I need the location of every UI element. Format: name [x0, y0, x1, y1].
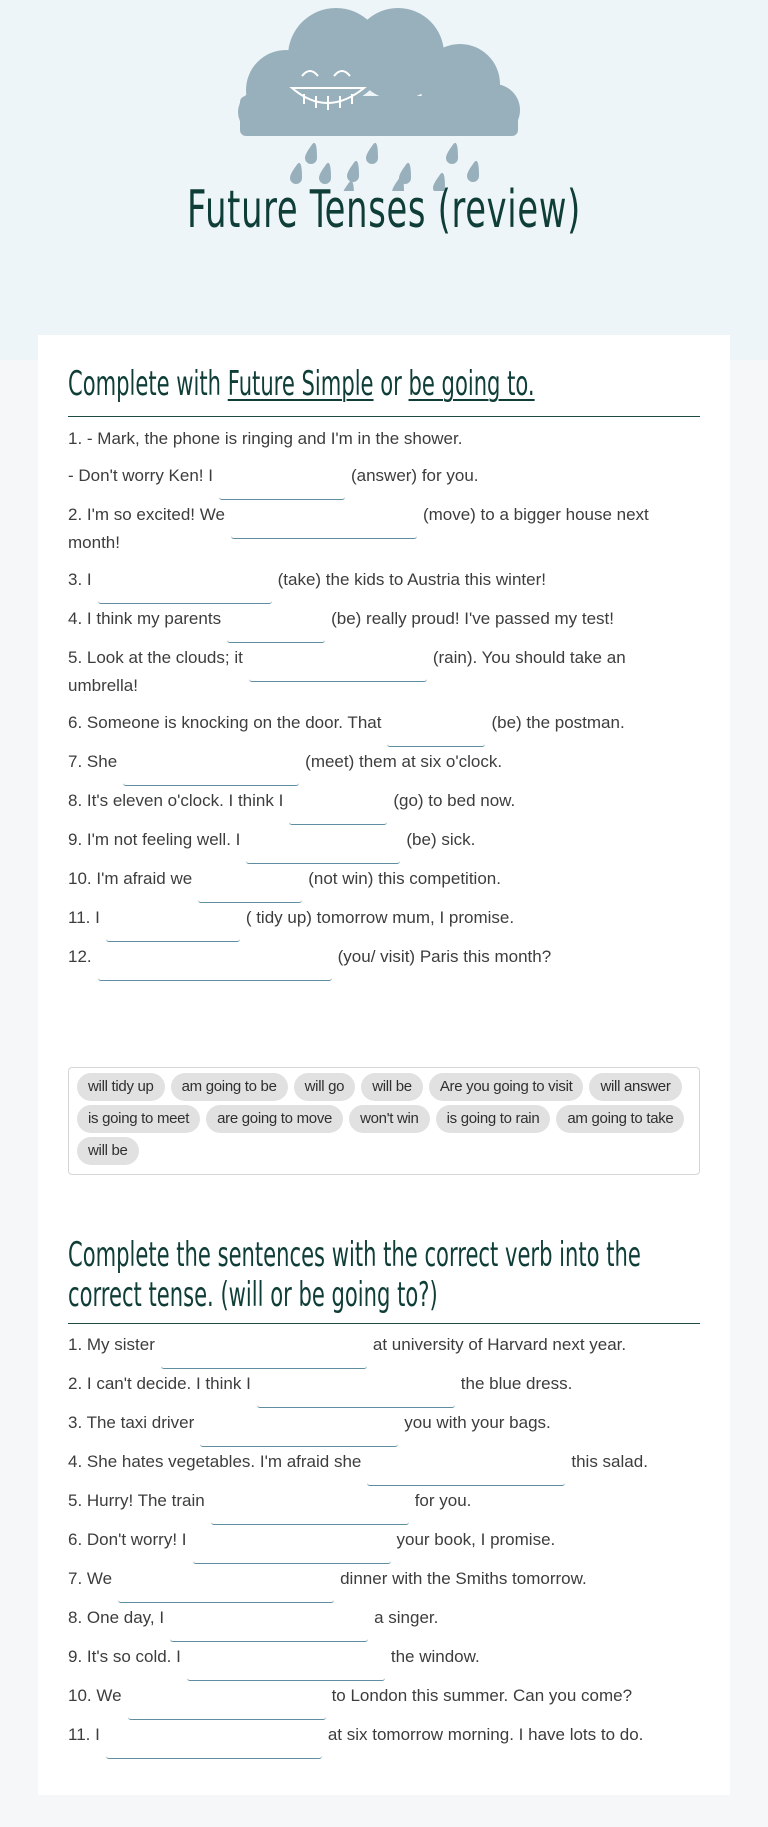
question-text: the window. [390, 1647, 480, 1666]
word-chip[interactable]: won't win [349, 1105, 430, 1133]
word-chip[interactable]: Are you going to visit [429, 1073, 584, 1101]
question-text: 6. Don't worry! I [68, 1530, 187, 1549]
answer-blank[interactable] [98, 576, 272, 604]
question-text: your book, I promise. [396, 1530, 556, 1549]
word-chip[interactable]: am going to be [171, 1073, 288, 1101]
s2-question-1 [68, 1331, 700, 1359]
question-text: 1. - Mark, the phone is ringing and I'm in the shower. [68, 429, 463, 448]
question-text: 10. We [68, 1686, 122, 1705]
question-text: (go) to bed now. [393, 791, 516, 810]
s1-question-11 [68, 904, 700, 932]
word-chip[interactable]: will answer [589, 1073, 681, 1101]
smiling-rain-cloud-icon [238, 6, 530, 191]
answer-blank[interactable] [219, 472, 345, 500]
question-text: 7. She [68, 752, 118, 771]
s1-question-1 [68, 425, 700, 453]
s1-question-3 [68, 566, 700, 594]
answer-blank[interactable] [128, 1692, 326, 1720]
hero [0, 0, 768, 270]
question-text: 8. One day, I [68, 1608, 165, 1627]
question-text: (you/ visit) Paris this month? [337, 947, 552, 966]
question-text: (rain). You should take an [432, 648, 626, 667]
answer-blank[interactable] [106, 1731, 322, 1759]
s1-question-10 [68, 865, 700, 893]
question-text: (take) the kids to Austria this winter! [277, 570, 546, 589]
s1-question-6 [68, 709, 700, 737]
question-text: 3. I [68, 570, 92, 589]
question-text: (not win) this competition. [308, 869, 501, 888]
answer-blank[interactable] [367, 1458, 565, 1486]
question-text: 11. I [68, 908, 100, 927]
question-text: this salad. [571, 1452, 648, 1471]
answer-blank[interactable] [123, 758, 299, 786]
question-text: 9. I'm not feeling well. I [68, 830, 241, 849]
s1-question-5 [68, 644, 700, 672]
question-text: 2. I'm so excited! We [68, 505, 225, 524]
question-text: 11. I [68, 1725, 100, 1744]
answer-blank[interactable] [193, 1536, 391, 1564]
answer-blank[interactable] [161, 1341, 367, 1369]
s1-question-9 [68, 826, 700, 854]
answer-blank[interactable] [246, 836, 400, 864]
answer-blank[interactable] [170, 1614, 368, 1642]
section1-title-part: or [373, 364, 409, 404]
word-chip[interactable]: will be [77, 1137, 139, 1165]
s1-question-2 [68, 501, 700, 529]
section1-title-future-simple: Future Simple [227, 364, 374, 404]
answer-blank[interactable] [257, 1380, 455, 1408]
s2-question-5 [68, 1487, 700, 1515]
question-text: umbrella! [68, 676, 138, 695]
question-text: 5. Look at the clouds; it [68, 648, 243, 667]
s1-question-1b [68, 462, 700, 490]
question-text: to London this summer. Can you come? [331, 1686, 633, 1705]
answer-blank[interactable] [187, 1653, 385, 1681]
answer-blank[interactable] [118, 1575, 334, 1603]
question-text: (answer) for you. [350, 466, 479, 485]
s1-question-12 [68, 943, 700, 971]
s2-question-9 [68, 1643, 700, 1671]
word-chip[interactable]: will go [294, 1073, 356, 1101]
s2-question-3 [68, 1409, 700, 1437]
question-text: 7. We [68, 1569, 113, 1588]
s1-question-5-cont [68, 672, 700, 700]
question-text: 4. She hates vegetables. I'm afraid she [68, 1452, 362, 1471]
question-text: 6. Someone is knocking on the door. That [68, 713, 382, 732]
word-bank [68, 1067, 700, 1175]
answer-blank[interactable] [200, 1419, 398, 1447]
question-text: 1. My sister [68, 1335, 155, 1354]
question-text: at university of Harvard next year. [372, 1335, 627, 1354]
word-chip[interactable]: is going to rain [436, 1105, 551, 1133]
question-text: the blue dress. [460, 1374, 573, 1393]
question-text: 9. It's so cold. I [68, 1647, 181, 1666]
section1-title-part: Complete with [68, 364, 228, 404]
s2-question-7 [68, 1565, 700, 1593]
answer-blank[interactable] [211, 1497, 409, 1525]
question-text: ( tidy up) tomorrow mum, I promise. [245, 908, 515, 927]
word-chip[interactable]: is going to meet [77, 1105, 200, 1133]
question-text: 2. I can't decide. I think I [68, 1374, 251, 1393]
section2-title-line1: Complete the sentences with the correct verb into the [68, 1235, 641, 1275]
question-text: (move) to a bigger house next [422, 505, 649, 524]
question-text: at six tomorrow morning. I have lots to do. [327, 1725, 644, 1744]
question-text: 12. [68, 947, 92, 966]
question-text: - Don't worry Ken! I [68, 466, 213, 485]
section1-title-be-going-to: be going to. [408, 364, 535, 404]
section2-title [68, 1230, 700, 1324]
question-text: you with your bags. [404, 1413, 551, 1432]
word-chip[interactable]: are going to move [206, 1105, 343, 1133]
s2-question-8 [68, 1604, 700, 1632]
s2-question-4 [68, 1448, 700, 1476]
question-text: (be) the postman. [491, 713, 625, 732]
word-chip[interactable]: am going to take [556, 1105, 684, 1133]
question-text: 3. The taxi driver [68, 1413, 195, 1432]
page-title: Future Tenses (review) [187, 180, 581, 240]
question-text: for you. [414, 1491, 472, 1510]
s1-question-2-cont [68, 529, 700, 557]
question-text: 5. Hurry! The train [68, 1491, 205, 1510]
s1-question-7 [68, 748, 700, 776]
question-text: (meet) them at six o'clock. [305, 752, 503, 771]
word-chip[interactable]: will be [361, 1073, 423, 1101]
answer-blank[interactable] [106, 914, 240, 942]
question-text: (be) sick. [406, 830, 476, 849]
answer-blank[interactable] [387, 719, 485, 747]
s2-question-11 [68, 1721, 700, 1749]
question-text: 10. I'm afraid we [68, 869, 193, 888]
question-text: dinner with the Smiths tomorrow. [340, 1569, 587, 1588]
answer-blank[interactable] [289, 797, 387, 825]
question-text: 4. I think my parents [68, 609, 222, 628]
s2-question-6 [68, 1526, 700, 1554]
answer-blank[interactable] [227, 615, 325, 643]
answer-blank[interactable] [98, 953, 332, 981]
s1-question-8 [68, 787, 700, 815]
s2-question-10 [68, 1682, 700, 1710]
section2-title-line2: correct tense. (will or be going to?) [68, 1275, 438, 1315]
worksheet-card [38, 335, 730, 1795]
question-text: 8. It's eleven o'clock. I think I [68, 791, 284, 810]
question-text: a singer. [374, 1608, 439, 1627]
answer-blank[interactable] [198, 875, 302, 903]
question-text: month! [68, 533, 120, 552]
s1-question-4 [68, 605, 700, 633]
question-text: (be) really proud! I've passed my test! [331, 609, 615, 628]
word-chip[interactable]: will tidy up [77, 1073, 165, 1101]
section1-title [68, 357, 700, 417]
s2-question-2 [68, 1370, 700, 1398]
